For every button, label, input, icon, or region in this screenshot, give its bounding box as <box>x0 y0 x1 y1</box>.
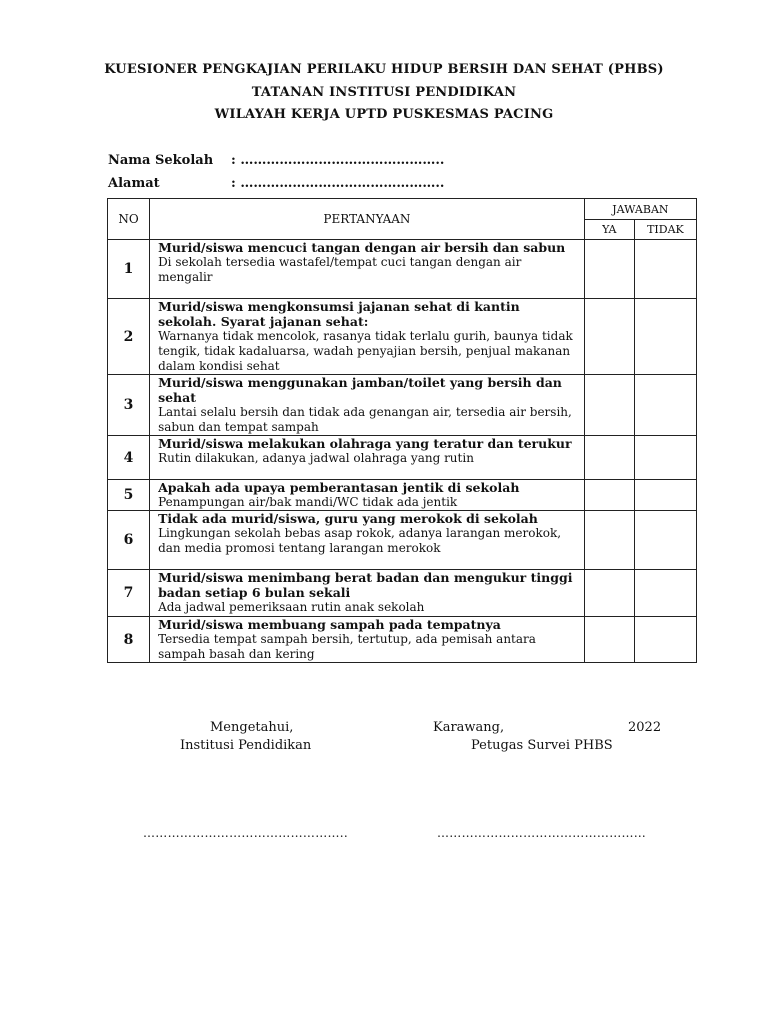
question-row <box>108 511 697 570</box>
answer-no-cell[interactable] <box>634 617 696 663</box>
question-text: Murid/siswa membuang sampah pada tempatnya <box>158 617 501 632</box>
answer-yes-cell[interactable] <box>584 511 634 570</box>
address-value[interactable]: : ……………………………………….. <box>231 176 445 191</box>
place-label: Karawang, <box>433 720 505 735</box>
header-answer: JAWABAN <box>584 199 696 220</box>
surveyor-signature-line[interactable]: …………………………………………… <box>437 826 647 840</box>
institution-label: Institusi Pendidikan <box>180 738 312 753</box>
answer-no-cell[interactable] <box>634 570 696 617</box>
answer-yes-cell[interactable] <box>584 240 634 299</box>
question-row <box>108 299 697 375</box>
question-text: Murid/siswa menggunakan jamban/toilet yang bersih dan sehat <box>158 375 562 405</box>
question-note: Rutin dilakukan, adanya jadwal olahraga yang rutin <box>158 451 474 465</box>
answer-no-cell[interactable] <box>634 240 696 299</box>
answer-no-cell[interactable] <box>634 375 696 436</box>
year-label: 2022 <box>628 720 662 735</box>
institution-signature-line[interactable]: ………………………………………….. <box>143 826 349 840</box>
question-row <box>108 617 697 663</box>
row-number: 8 <box>108 617 150 663</box>
answer-no-cell[interactable] <box>634 299 696 375</box>
question-cell <box>150 570 585 617</box>
question-row <box>108 436 697 480</box>
question-text: Apakah ada upaya pemberantasan jentik di sekolah <box>158 480 520 495</box>
row-number: 2 <box>108 299 150 375</box>
row-number: 5 <box>108 480 150 511</box>
question-row <box>108 570 697 617</box>
question-cell <box>150 436 585 480</box>
row-number: 4 <box>108 436 150 480</box>
answer-no-cell[interactable] <box>634 436 696 480</box>
address-label: Alamat <box>108 176 160 191</box>
school-name-value[interactable]: : ……………………………………….. <box>231 153 445 168</box>
question-note: Ada jadwal pemeriksaan rutin anak sekolah <box>158 600 425 614</box>
answer-yes-cell[interactable] <box>584 480 634 511</box>
document-title-line3: WILAYAH KERJA UPTD PUSKESMAS PACING <box>214 107 554 122</box>
question-note: Di sekolah tersedia wastafel/tempat cuci tangan dengan air mengalir <box>158 255 522 284</box>
header-yes: YA <box>584 220 634 240</box>
address-field <box>108 176 444 191</box>
question-row <box>108 375 697 436</box>
question-cell <box>150 480 585 511</box>
school-name-label: Nama Sekolah <box>108 153 214 168</box>
header-question: PERTANYAAN <box>150 199 585 240</box>
surveyor-label: Petugas Survei PHBS <box>471 738 613 753</box>
answer-yes-cell[interactable] <box>584 436 634 480</box>
header-no-answer: TIDAK <box>634 220 696 240</box>
question-text: Tidak ada murid/siswa, guru yang merokok di sekolah <box>158 511 538 526</box>
answer-yes-cell[interactable] <box>584 617 634 663</box>
row-number: 7 <box>108 570 150 617</box>
question-row <box>108 480 697 511</box>
row-number: 3 <box>108 375 150 436</box>
question-text: Murid/siswa mengkonsumsi jajanan sehat di kantin sekolah. Syarat jajanan sehat: <box>158 299 520 329</box>
questionnaire-table <box>107 198 697 663</box>
question-text: Murid/siswa menimbang berat badan dan mengukur tinggi badan setiap 6 bulan sekali <box>158 570 573 600</box>
header-no: NO <box>108 199 150 240</box>
answer-no-cell[interactable] <box>634 480 696 511</box>
question-cell <box>150 375 585 436</box>
answer-yes-cell[interactable] <box>584 299 634 375</box>
question-note: Warnanya tidak mencolok, rasanya tidak terlalu gurih, baunya tidak tengik, tidak kadaluarsa, wadah penyajian bersih, penjual makanan dalam kondisi sehat <box>158 329 573 373</box>
answer-no-cell[interactable] <box>634 511 696 570</box>
document-title-line1: KUESIONER PENGKAJIAN PERILAKU HIDUP BERSIH DAN SEHAT (PHBS) <box>104 62 664 77</box>
question-cell <box>150 240 585 299</box>
question-row <box>108 240 697 299</box>
answer-yes-cell[interactable] <box>584 375 634 436</box>
answer-yes-cell[interactable] <box>584 570 634 617</box>
question-text: Murid/siswa melakukan olahraga yang teratur dan terukur <box>158 436 572 451</box>
question-note: Lingkungan sekolah bebas asap rokok, adanya larangan merokok, dan media promosi tentang larangan merokok <box>158 526 562 555</box>
acknowledged-label: Mengetahui, <box>210 720 294 735</box>
question-note: Penampungan air/bak mandi/WC tidak ada jentik <box>158 495 458 509</box>
row-number: 6 <box>108 511 150 570</box>
question-cell <box>150 511 585 570</box>
document-title-line2: TATANAN INSTITUSI PENDIDIKAN <box>251 85 517 100</box>
question-text: Murid/siswa mencuci tangan dengan air bersih dan sabun <box>158 240 566 255</box>
question-cell <box>150 617 585 663</box>
question-note: Tersedia tempat sampah bersih, tertutup, ada pemisah antara sampah basah dan kering <box>158 632 536 661</box>
question-cell <box>150 299 585 375</box>
row-number: 1 <box>108 240 150 299</box>
school-name-field <box>108 153 444 168</box>
question-note: Lantai selalu bersih dan tidak ada genangan air, tersedia air bersih, sabun dan tempat sampah <box>158 405 572 434</box>
